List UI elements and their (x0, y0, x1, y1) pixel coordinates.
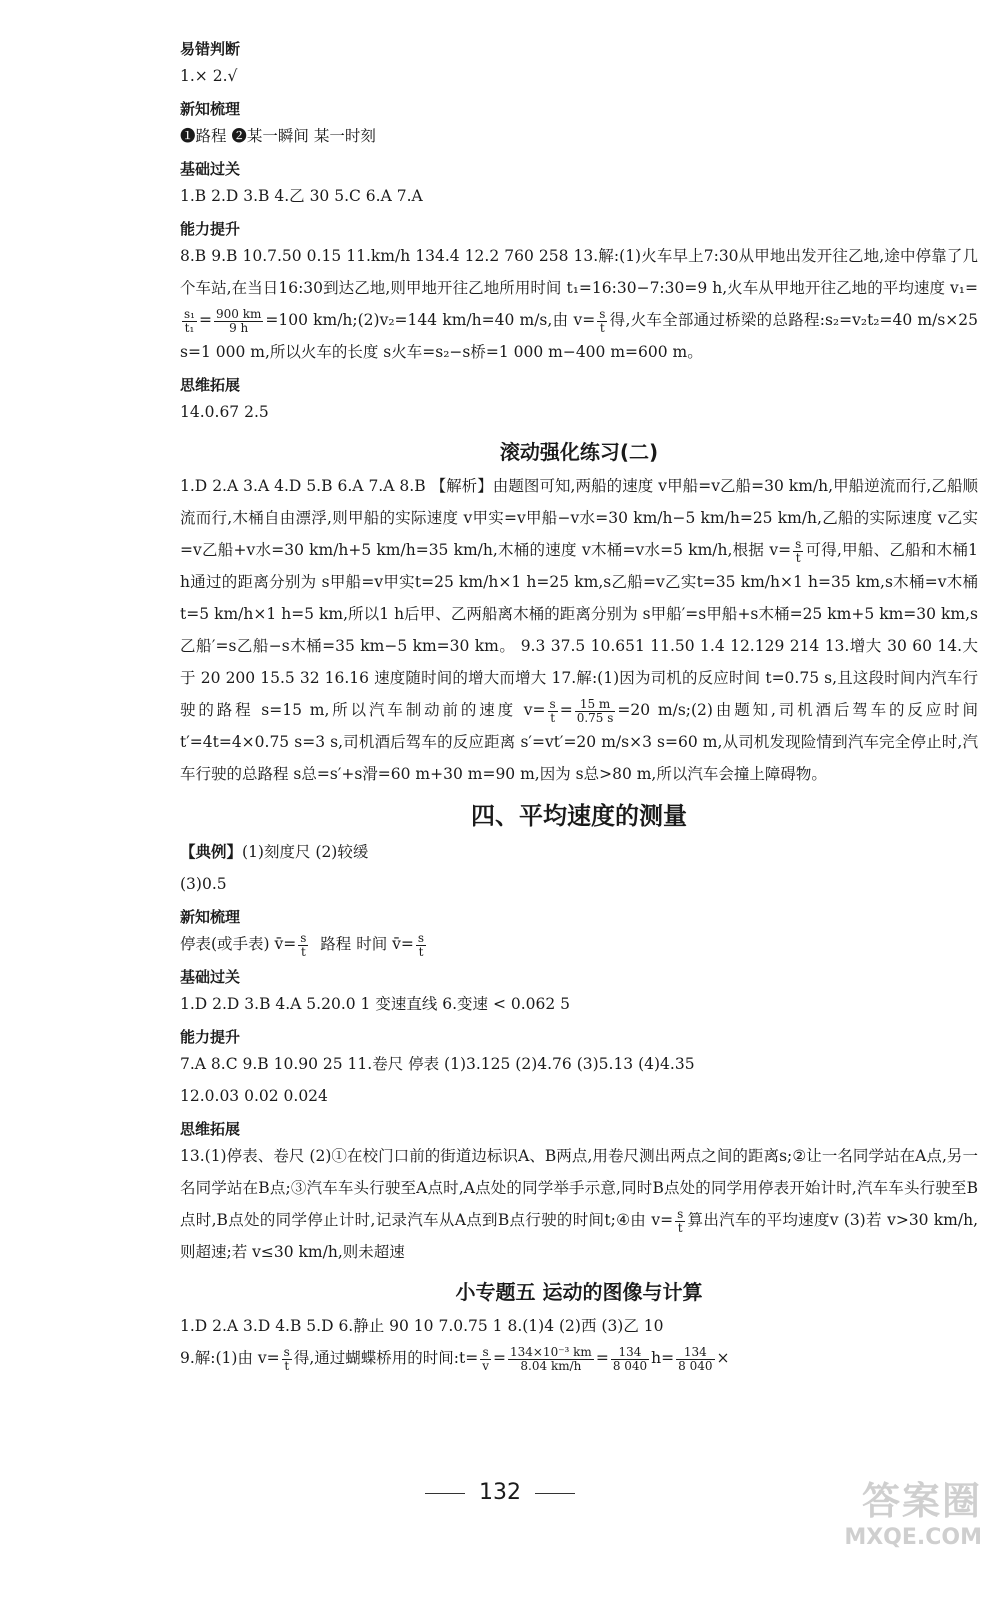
answers-xiaozhuanti-1: 1.D 2.A 3.D 4.B 5.D 6.静止 90 10 7.0.75 1 8.(1)4 (2)西 (3)乙 10 (180, 1317, 664, 1335)
answers-nengli-2b: 12.0.03 0.02 0.024 (180, 1087, 328, 1105)
fraction (416, 932, 426, 959)
heading-jichu: 基础过关 (180, 160, 241, 178)
text: 13.(1)停表、卷尺 (2)①在校门口前的街道边标识A、B两点,用卷尺测出两点之间的距离s;②让一名同学站在A点,另一名同学站在B点;③汽车车头行驶至A点时,A点处的同学举手示意,同时B点处的同学用停表开始计时,汽车车头行驶至B点时,B点处的同学停止计时,记录汽车从A点到B点行驶的时间t;④由 v= (180, 1147, 978, 1229)
text: h= (651, 1349, 675, 1367)
heading-xinzhi: 新知梳理 (180, 100, 241, 118)
watermark-cn: 答案圈 (861, 1479, 982, 1523)
text: 1.D 2.A 3.A 4.D 5.B 6.A 7.A 8.B 【解析】由题图可知,两船的速度 v甲船=v乙船=30 km/h,甲船逆流而行,乙船顺流而行,木桶自由漂浮,则甲船的实际速度 v甲实=v甲船−v水=30 km/h−5 km/h=25 km/h,乙船的实际速度 v乙实=v乙船+v水=30 km/h+5 km/h=35 km/h,木桶的速度 v木桶=v水=5 km/h,根据 v= (180, 477, 978, 559)
dash-left (425, 1493, 465, 1494)
answers-xinzhi-2 (180, 928, 978, 960)
heading-nengli-2: 能力提升 (180, 1028, 241, 1046)
fraction (575, 698, 616, 725)
fraction-denominator: t (300, 944, 306, 959)
section-title-gundong: 滚动强化练习(二) (499, 440, 659, 464)
text: 8.B 9.B 10.7.50 0.15 11.km/h 134.4 12.2 760 258 13.解:(1)火车早上7:30从甲地出发开往乙地,途中停靠了几个车站,在当日16:30到达乙地,则甲地开往乙地所用时间 t₁=16:30−7:30=9 h,火车从甲地开往乙地的平均速度 v₁= (180, 247, 978, 297)
fraction (282, 1346, 292, 1373)
fraction-denominator: t (677, 1220, 683, 1235)
fraction-denominator: t (795, 550, 801, 565)
text: (1)刻度尺 (2)较缓 (242, 843, 369, 861)
fraction-denominator: 8.04 km/h (520, 1358, 582, 1373)
heading-xinzhi-2: 新知梳理 (180, 908, 241, 926)
watermark-logo (802, 1470, 982, 1560)
text: 停表(或手表) v̄= (180, 935, 297, 953)
fraction (480, 1346, 491, 1373)
page-number-text: 132 (479, 1480, 521, 1505)
fraction-denominator: v (482, 1358, 489, 1373)
fraction-numerator: s (795, 536, 802, 551)
text: 可得,甲船、乙船和木桶1 h通过的距离分别为 s甲船=v甲实t=25 km/h×1 h=25 km,s乙船=v乙实t=35 km/h×1 h=35 km,s木桶=v木桶t=5 km/h×1 h=5 km,所以1 h后甲、乙两船离木桶的距离分别为 s甲船′=s甲船+s木桶=25 km+5 km=30 km,s乙船′=s乙船−s木桶=35 km−5 km=30 km。 9.3 37.5 10.651 11.50 1.4 12.129 214 13.增大 30 60 14.大于 20 200 15.5 32 16.16 速度随时间的增大而增大 17.解:(1)因为司机的反应时间 t=0.75 s,且这段时间内汽车行驶的路程 s=15 m,所以汽车制动前的速度 v= (180, 541, 978, 719)
fraction (508, 1346, 594, 1373)
dash-right (535, 1493, 575, 1494)
fraction-numerator: 134×10⁻³ km (509, 1344, 592, 1359)
answers-nengli: 8.B 9.B 10.7.50 0.15 11.km/h 134.4 12.2 760 258 13.解:(1)火车早上7:30从甲地出发开往乙地,途中停靠了几个车站,在当日16:30到达乙地,则甲地开往乙地所用时间 t₁=16:30−7:30=9 h,火车从甲地开往乙地的平均速度 v₁= $\frac{\text{s₁}}{\text{t₁}}$ = $\frac{900 km}{9 h}$ =100 km/h;(2)v₂=144 km/h=40 m/s,由 v= $\frac{s}{t}$ 得,火车全部通过桥梁的总路程:s₂=v₂t₂=40 m/s×25 s=1 000 m,所以火车的长度 s火车=s₂−s桥=1 000 m−400 m=600 m。 (180, 247, 978, 361)
fraction (182, 308, 197, 335)
fraction-numerator: s (480, 1346, 491, 1360)
answers-jichu: 1.B 2.D 3.B 4.乙 30 5.C 6.A 7.A (180, 187, 423, 205)
fraction-numerator: s (549, 696, 556, 711)
fraction (214, 308, 263, 335)
answers-gundong: 1.D 2.A 3.A 4.D 5.B 6.A 7.A 8.B 【解析】由题图可知,两船的速度 v甲船=v乙船=30 km/h,甲船逆流而行,乙船顺流而行,木桶自由漂浮,则甲船的实际速度 v甲实=v甲船−v水=30 km/h−5 km/h=25 km/h,乙船的实际速度 v乙实=v乙船+v水=30 km/h+5 km/h=35 km/h,木桶的速度 v木桶=v水=5 km/h,根据 v= $\frac{s}{t}$ 可得,甲船、乙船和木桶1 h通过的距离分别为 s甲船=v甲实t=25 km/h×1 h=25 km,s乙船=v乙实t=35 km/h×1 h=35 km,s木桶=v木桶t=5 km/h×1 h=5 km,所以1 h后甲、乙两船离木桶的距离分别为 s甲船′=s甲船+s木桶=25 km+5 km=30 km,s乙船′=s乙船−s木桶=35 km−5 km=30 km。 9.3 37.5 10.651 11.50 1.4 12.129 214 13.增大 30 60 14.大于 20 200 15.5 32 16.16 速度随时间的增大而增大 17.解:(1)因为司机的反应时间 t=0.75 s,且这段时间内汽车行驶的路程 s=15 m,所以汽车制动前的速度 v= $\frac{s}{t}$ = $\frac{15 m}{0.75 s}$ =20 m/s;(2)由题知,司机酒后驾车的反应时间 t′=4t=4×0.75 s=3 s,司机酒后驾车的反应距离 s′=vt′=20 m/s×3 s=60 m,从司机发现险情到汽车完全停止时,汽车行驶的总路程 s总=s′+s滑=60 m+30 m=90 m,因为 s总>80 m,所以汽车会撞上障碍物。 (180, 477, 978, 783)
heading-siwei: 思维拓展 (180, 376, 241, 394)
answers-dianli-b: (3)0.5 (180, 875, 227, 893)
heading-nengli: 能力提升 (180, 220, 241, 238)
answers-xiaozhuanti-2: 9.解:(1)由 v= $\frac{s}{t}$ 得,通过蝴蝶桥用的时间:t= $\frac{s}{v}$ = $\frac{\text{134×10⁻³ km}}{8.04 km/h}$ = $\frac{134}{8 040}$ h= $\frac{134}{8 040}$ × (180, 1344, 730, 1373)
text: 算出汽车的平均速度v (3)若 v>30 km/h,则超速;若 v≤30 km/h,则未超速 (180, 1211, 978, 1261)
fraction-numerator: 134 (611, 1346, 649, 1360)
text: 得,火车全部通过桥梁的总路程:s₂=v₂t₂=40 m/s×25 s=1 000 m,所以火车的长度 s火车=s₂−s桥=1 000 m−400 m=600 m。 (180, 311, 978, 361)
text: 得,通过蝴蝶桥用的时间:t= (293, 1349, 479, 1367)
fraction-denominator: 8 040 (678, 1358, 713, 1373)
fraction-numerator: 134 (676, 1346, 714, 1360)
text: × (716, 1349, 730, 1367)
fraction-denominator: t (418, 944, 424, 959)
fraction-denominator: 8 040 (612, 1358, 648, 1373)
fraction-numerator: s (677, 1206, 684, 1221)
fraction (611, 1346, 649, 1373)
fraction (793, 538, 803, 565)
section-title-xiaozhuanti: 小专题五 运动的图像与计算 (455, 1280, 703, 1304)
fraction (548, 698, 558, 725)
fraction-denominator: t₁ (184, 320, 195, 335)
text: 100 km/h;(2)v₂=144 km/h=40 m/s,由 v= (278, 311, 596, 329)
fraction-denominator: t (284, 1358, 290, 1373)
fraction-denominator: t (599, 320, 605, 335)
answers-yicuo: 1.× 2.√ (180, 67, 238, 85)
text: 路程 时间 v̄= (320, 935, 414, 953)
answers-siwei: 14.0.67 2.5 (180, 403, 269, 421)
fraction (597, 308, 607, 335)
answers-xinzhi: ❶路程 ❷某一瞬间 某一时刻 (180, 127, 376, 145)
answers-nengli-2a: 7.A 8.C 9.B 10.90 25 11.卷尺 停表 (1)3.125 (2)4.76 (3)5.13 (4)4.35 (180, 1055, 695, 1073)
heading-jichu-2: 基础过关 (180, 968, 241, 986)
text: =20 m/s;(2)由题知,司机酒后驾车的反应时间 t′=4t=4×0.75 s=3 s,司机酒后驾车的反应距离 s′=vt′=20 m/s×3 s=60 m,从司机发现险情到汽车完全停止时,汽车行驶的总路程 s总=s′+s滑=60 m+30 m=90 m,因为 s总>80 m,所以汽车会撞上障碍物。 (180, 701, 978, 783)
fraction-numerator: s (417, 930, 425, 945)
fraction-denominator: 9 h (229, 320, 249, 335)
fraction-numerator: s (283, 1344, 290, 1359)
fraction-numerator: 15 m (575, 698, 616, 712)
fraction-numerator: 900 km (215, 306, 262, 321)
fraction-denominator: t (550, 710, 556, 725)
fraction (676, 1346, 714, 1373)
heading-yicuo: 易错判断 (180, 40, 241, 58)
heading-siwei-2: 思维拓展 (180, 1120, 241, 1138)
answers-dianli (180, 836, 978, 868)
section-title-pingjun: 四、平均速度的测量 (471, 802, 687, 830)
tag-dianli: 【典例】 (180, 842, 243, 861)
fraction-numerator: s (300, 930, 307, 945)
fraction (675, 1208, 685, 1235)
answers-siwei-2 (180, 1140, 978, 1268)
fraction-denominator: 0.75 s (576, 710, 614, 725)
text: 9.解:(1)由 v= (180, 1349, 280, 1367)
answers-jichu-2: 1.D 2.D 3.B 4.A 5.20.0 1 变速直线 6.变速 < 0.062 5 (180, 995, 571, 1013)
watermark-en: MXQE.COM (844, 1525, 982, 1550)
fraction (298, 932, 308, 959)
fraction-numerator: s₁ (184, 306, 195, 321)
fraction-numerator: s (599, 306, 606, 321)
